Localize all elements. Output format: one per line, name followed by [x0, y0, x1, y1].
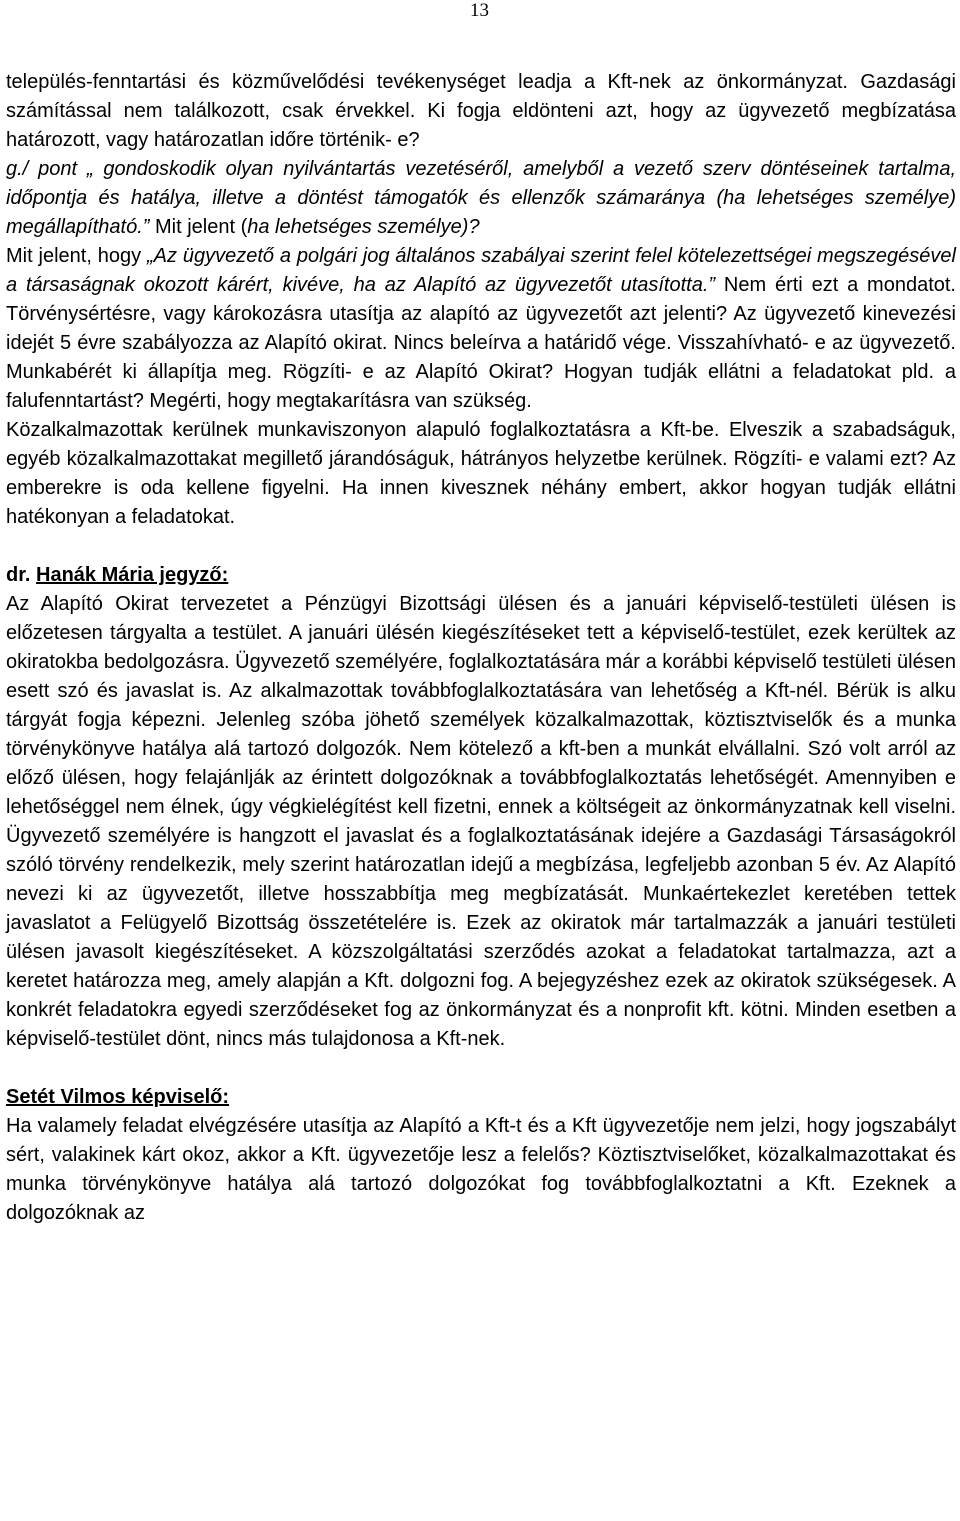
speaker-text-1: Az Alapító Okirat tervezetet a Pénzügyi Bizottsági ülésen és a januári képviselő-testületi ülésen is előzetesen tárgyalta a testület. A januári ülésén kiegészítéseket tett a képviselő-testület, ezek kerültek az okiratokba bedolgozásra. Ügyvezető személyére, foglalkoztatására már a korábbi képviselő testületi ülésen esett szó és javaslat is. Az alkalmazottak továbbfoglalkoztatására van lehetőség a Kft-nél. Bérük is alku tárgyát fogja képezni. Jelenleg szóba jöhető személyek közalkalmazottak, köztisztviselők és a munka törvénykönyve hatálya alá tartozó dolgozók. Nem kötelező a kft-ben a munkát elvállalni. Szó volt arról az előző ülésen, hogy felajánlják az érintett dolgozóknak a továbbfoglalkoztatás lehetőségét. Amennyiben e lehetőséggel nem élnek, úgy végkielégítést kell fizetni, ennek a költségeit az önkormányzatnak kell viselni. Ügyvezető személyére is hangzott el javaslat és a foglalkoztatásának idejére a Gazdasági Társaságokról szóló törvény rendelkezik, mely szerint határozatlan idejű a megbízása, legfeljebb azonban 5 év. Az Alapító nevezi ki az ügyvezetőt, illetve hosszabbítja meg megbízatását. Munkaértekezlet keretében tettek javaslatot a Felügyelő Bizottság összetételére is. Ezek az okiratok már tartalmazzák a januári testületi ülésen javasolt kiegészítéseket. A közszolgáltatási szerződés azokat a feladatokat tartalmazza, azt a keretet határozza meg, amely alapján a Kft. dolgozni fog. A bejegyzéshez ezek az okiratok szükségesek. A konkrét feladatokra egyedi szerződéseket fog az önkormányzat és a nonprofit kft. kötni. Minden esetben a képviselő-testület dönt, nincs más tulajdonosa a Kft-nek. — [6, 593, 956, 1050]
speaker-prefix: dr. — [6, 564, 37, 586]
question-italic: ha lehetséges személye)? — [247, 216, 480, 238]
paragraph-gap — [6, 1054, 956, 1083]
question-body: Nem érti ezt a mondatot. Törvénysértésre, vagy károkozásra utasítja az alapító az ügyvezetőt azt jelenti? Az ügyvezető kinevezési idejét 5 évre szabályozza az Alapító okirat. Nincs beleírva a határidő vége. Visszahívható- e az ügyvezető. Munkabérét ki állapítja meg. Rögzíti- e az Alapító Okirat? Hogyan tudják ellátni a feladatokat pld. a falufenntartást? Megérti, hogy megtakarításra van szükség. — [6, 274, 956, 412]
intro-paragraph-1: település-fenntartási és közművelődési tevékenységet leadja a Kft-nek az önkormányzat. Gazdasági számítással nem találkozott, csak érvekkel. Ki fogja eldönteni azt, hogy az ügyvezető megbízatása határozott, vagy határozatlan időre történik- e? — [6, 71, 956, 151]
speaker-name: Hanák Mária jegyző: — [36, 564, 229, 586]
speaker-heading-2 — [6, 1083, 956, 1112]
intro-paragraph-3 — [6, 242, 956, 416]
question-lead: Mit jelent, hogy — [6, 245, 147, 267]
document-body — [6, 68, 956, 1228]
question-text: Mit jelent ( — [149, 216, 248, 238]
quoted-clause-liability: „Az ügyvezető a polgári jog általános szabályai szerint felel kötelezettségei megszegésével a társaságnak okozott kárért, kivéve, ha az Alapító az ügyvezetőt utasította.” — [6, 245, 956, 296]
speaker-text-2: Ha valamely feladat elvégzésére utasítja az Alapító a Kft-t és a Kft ügyvezetője nem jelzi, hogy jogszabályt sért, valakinek kárt okoz, akkor a Kft. ügyvezetője lesz a felelős? Köztisztviselőket, közalkalmazottakat és munka törvénykönyve hatálya alá tartozó dolgozókat fog továbbfoglalkoztatni a Kft. Ezeknek a dolgozóknak az — [6, 1115, 956, 1224]
page-number: 13 — [470, 0, 489, 21]
speaker-heading-1 — [6, 561, 956, 590]
paragraph-gap — [6, 532, 956, 561]
intro-paragraph-4: Közalkalmazottak kerülnek munkaviszonyon alapuló foglalkoztatásra a Kft-be. Elveszik a szabadságuk, egyéb közalkalmazottakat megillető járandóságuk, hátrányos helyzetbe kerülnek. Rögzíti- e valami ezt? Az emberekre is oda kellene figyelni. Ha innen kivesznek néhány embert, akkor hogyan tudják ellátni hatékonyan a feladatokat. — [6, 419, 956, 528]
speaker-name: Setét Vilmos képviselő: — [6, 1086, 230, 1108]
quoted-clause-g: g./ pont „ gondoskodik olyan nyilvántartás vezetéséről, amelyből a vezető szerv döntéseinek tartalma, időpontja és hatálya, illetve a döntést támogatók és ellenzők számaránya (ha lehetséges személye) megállapítható.” — [6, 158, 956, 238]
intro-paragraph-2 — [6, 155, 956, 242]
